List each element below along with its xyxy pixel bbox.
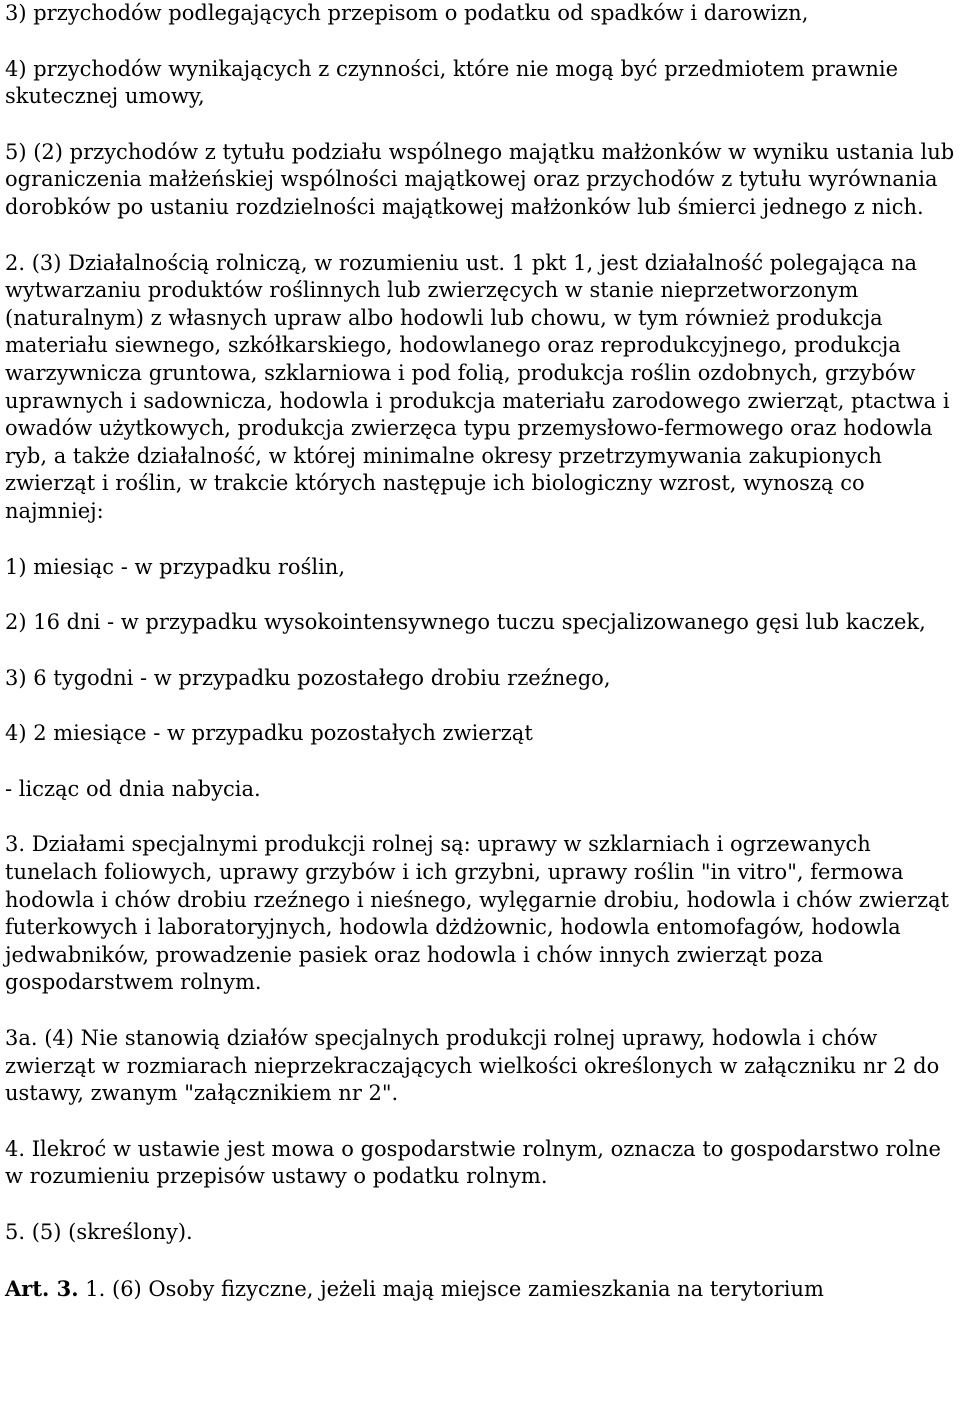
paragraph-section-3: 3. Działami specjalnymi produkcji rolnej są: uprawy w szklarniach i ogrzewanych tunelach foliowych, uprawy grzybów i ich grzybni, uprawy roślin "in vitro", fermowa hodowla i chów drobiu rzeźnego i nieśnego, wylęgarnie drobiu, hodowla i chów zwierząt futerkowych i laboratoryjnych, hodowla dżdżownic, hodowla entomofagów, hodowla jedwabników, prowadzenie pasiek oraz hodowla i chów innych zwierząt poza gospodarstwem rolnym.	[5, 832, 949, 995]
paragraph-list-2: 2) 16 dni - w przypadku wysokointensywnego tuczu specjalizowanego gęsi lub kaczek,	[5, 610, 926, 635]
paragraph-section-3a: 3a. (4) Nie stanowią działów specjalnych produkcji rolnej uprawy, hodowla i chów zwierząt w rozmiarach nieprzekraczających wielkości określonych w załączniku nr 2 do ustawy, zwanym "załącznikiem nr 2".	[5, 1026, 940, 1106]
article-heading: Art. 3.	[5, 1275, 79, 1301]
paragraph-list-closing: - licząc od dnia nabycia.	[5, 776, 261, 801]
paragraph-section-2: 2. (3) Działalnością rolniczą, w rozumieniu ust. 1 pkt 1, jest działalność polegająca na wytwarzaniu produktów roślinnych lub zwierzęcych w stanie nieprzetworzonym (naturalnym) z własnych upraw albo hodowli lub chowu, w tym również produkcja materiału siewnego, szkółkarskiego, hodowlanego oraz reprodukcyjnego, produkcja warzywnicza gruntowa, szklarniowa i pod folią, produkcja roślin ozdobnych, grzybów uprawnych i sadownicza, hodowla i produkcja materiału zarodowego zwierząt, ptactwa i owadów użytkowych, produkcja zwierzęca typu przemysłowo-fermowego oraz hodowla ryb, a także działalność, w której minimalne okresy przetrzymywania zakupionych zwierząt i roślin, w trakcie których następuje ich biologiczny wzrost, wynoszą co najmniej:	[5, 250, 950, 523]
paragraph-section-5: 5. (5) (skreślony).	[5, 1220, 193, 1244]
paragraph-item-3: 3) przychodów podlegających przepisom o podatku od spadków i darowizn,	[5, 1, 809, 25]
article-paragraph	[5, 1275, 960, 1304]
paragraph-item-5: 5) (2) przychodów z tytułu podziału wspólnego majątku małżonków w wyniku ustania lub ograniczenia małżeńskiej wspólności majątkowej oraz przychodów z tytułu wyrównania dorobków po ustaniu rozdzielności majątkowej małżonków lub śmierci jednego z nich.	[5, 139, 955, 219]
paragraph-section-4: 4. Ilekroć w ustawie jest mowa o gospodarstwie rolnym, oznacza to gospodarstwo rolne w rozumieniu przepisów ustawy o podatku rolnym.	[5, 1136, 941, 1189]
paragraph-list-4: 4) 2 miesiące - w przypadku pozostałych zwierząt	[5, 721, 533, 746]
article-text: 1. (6) Osoby fizyczne, jeżeli mają miejsce zamieszkania na terytorium	[78, 1276, 824, 1301]
paragraph-list-1: 1) miesiąc - w przypadku roślin,	[5, 554, 345, 579]
paragraph-list-3: 3) 6 tygodni - w przypadku pozostałego drobiu rzeźnego,	[5, 665, 611, 690]
paragraph-item-4: 4) przychodów wynikających z czynności, które nie mogą być przedmiotem prawnie skutecznej umowy,	[5, 56, 898, 109]
